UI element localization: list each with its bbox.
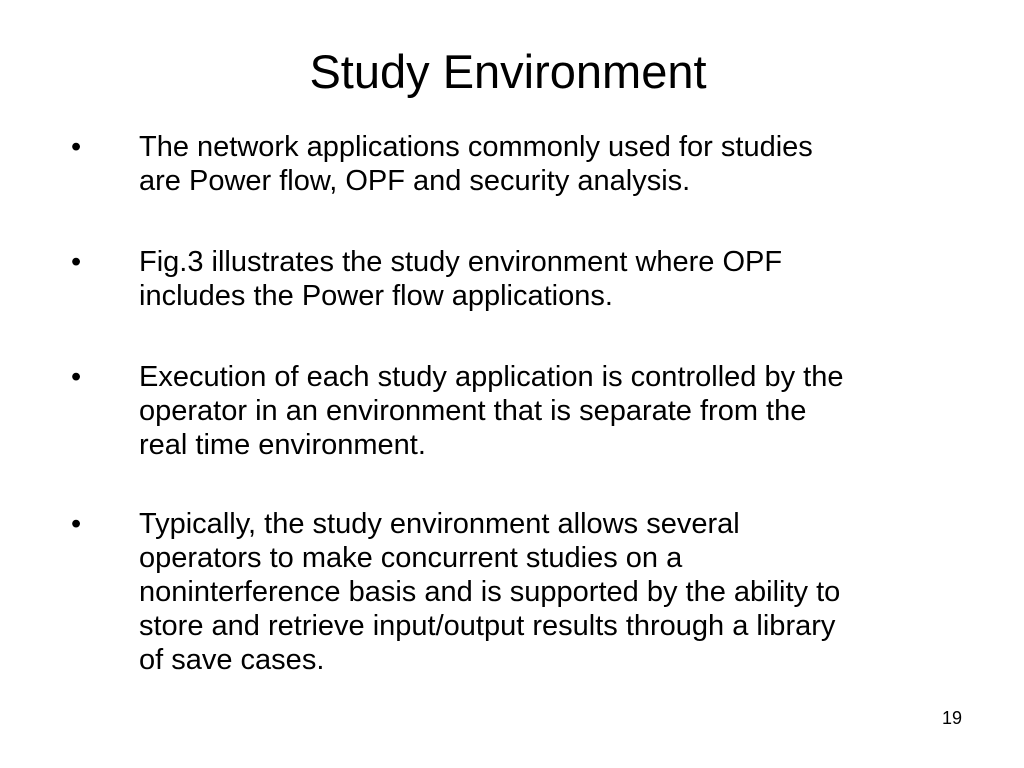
bullet-marker: • <box>71 508 82 540</box>
bullet-text <box>139 507 979 677</box>
bullet-line: The network applications commonly used for studies <box>139 131 813 163</box>
bullet-text <box>139 360 979 462</box>
page-number: 19 <box>941 708 962 728</box>
bullet-line: real time environment. <box>139 429 426 461</box>
bullet-line: Fig.3 illustrates the study environment where OPF <box>139 246 783 278</box>
bullet-line: are Power flow, OPF and security analysis. <box>139 165 691 197</box>
bullet-line: includes the Power flow applications. <box>139 280 613 312</box>
bullet-marker: • <box>71 361 82 393</box>
bullet-line: of save cases. <box>139 644 325 676</box>
bullet-line: operator in an environment that is separate from the <box>139 395 807 427</box>
bullet-text <box>139 245 979 313</box>
bullet-line: noninterference basis and is supported by the ability to <box>139 576 841 608</box>
bullet-line: Execution of each study application is controlled by the <box>139 361 844 393</box>
bullet-line: operators to make concurrent studies on a <box>139 542 683 574</box>
bullet-marker: • <box>71 131 82 163</box>
bullet-text <box>139 130 979 198</box>
bullet-line: Typically, the study environment allows several <box>139 508 740 540</box>
bullet-line: store and retrieve input/output results through a library <box>139 610 836 642</box>
slide-title: Study Environment <box>309 45 707 98</box>
bullet-marker: • <box>71 246 82 278</box>
